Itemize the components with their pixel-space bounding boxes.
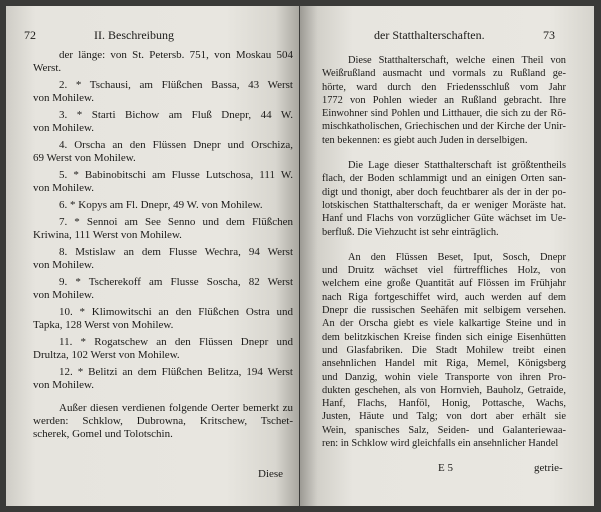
left-page [6,6,299,506]
text-line: 1772 von Pohlen wieder an Rußland gebracht. Ihre [322,94,566,106]
text-line: von Mohilew. [33,182,95,194]
text-line: von Mohilew. [33,289,95,301]
paragraph [33,246,293,272]
text-line: lotskischen Statthalterschaft, da er weniger Moräste hat. [322,199,566,211]
text-line: von Mohilew. [33,259,95,271]
text-line: Drultza, 102 Werst von Mohilew. [33,349,180,361]
text-line: Weißrußland ausmacht und vormals zu Rußland ge- [322,68,566,80]
text-line: und Glasfabriken. Die Stadt Mohilew treibt einen [322,344,566,356]
text-line: berfluß. Die Viehzucht ist sehr einträglich. [322,226,499,238]
text-line: ansehnlichen Handel mit Riga, Memel, Königsberg [322,358,566,370]
text-line: der länge: von St. Petersb. 751, von Moskau 504 [59,49,293,61]
text-line: 8. Mstislaw an dem Flusse Wechra, 94 Werst [59,246,293,258]
text-line: Wein, spanisches Salz, Seiden- und Galanteriewaa- [322,424,566,436]
text-line: ren: in Schklow wird gleichfalls ein ansehnlicher Handel [322,438,559,450]
paragraph [33,366,293,392]
text-line: flach, der Boden schlammigt und an einigen Orten san- [322,173,566,185]
paragraph [33,199,293,212]
text-line: 3. * Starti Bichow am Fluß Dnepr, 44 W. [59,109,293,121]
text-line: Die Lage dieser Statthalterschaft ist größtentheils [348,160,566,172]
text-line: Diese Statthalterschaft, welche einen Theil von [348,55,566,66]
running-head: der Statthalterschaften. [374,28,485,42]
text-line: und Danzig, wohin viele Transporte von ihren Pro- [322,371,566,383]
paragraph [33,402,293,441]
text-line: Einwohner sind Pohlen und Litthauer, die sich zu der Rö- [322,108,566,120]
text-line: von Mohilew. [33,379,95,391]
text-line: Hanf und Flachs von vorzüglicher Güte wächset im Ue- [322,213,566,225]
paragraph [33,216,293,242]
paragraph [33,336,293,362]
paragraph [33,49,293,75]
text-line: 7. * Sennoi am See Senno und dem Flüßchen [59,216,293,228]
text-line: 5. * Babinobitschi am Flusse Lutschosa, 111 W. [59,169,293,181]
text-line: 10. * Klimowitschi an den Flüßchen Ostra und [59,306,293,318]
text-line: 69 Werst von Mohilew. [33,152,136,164]
signature-mark: E 5 [438,462,453,474]
text-column [33,49,293,445]
text-line: 2. * Tschausi, am Flüßchen Bassa, 43 Werst [59,79,293,91]
text-line: Dnepr die russischen Seehäfen mit selbigem versehen. [322,305,566,317]
paragraph [322,159,566,239]
paragraph [33,306,293,332]
paragraph [33,169,293,195]
text-line: von Mohilew. [33,122,95,134]
text-line: 11. * Rogatschew an den Flüssen Dnepr und [59,336,293,348]
page-number: 72 [24,28,36,42]
text-line: dem belitzkischen Kreise finden sich einige Eisenhütten [322,331,566,343]
text-line: dukten geschehen, als von Hornvieh, Bauholz, Getraide, [322,384,566,396]
text-line: 6. * Kopys am Fl. Dnepr, 49 W. von Mohilew. [59,199,263,211]
page-number: 73 [543,28,555,42]
text-line: nach Riga fortgeschiffet wird, auch werden auf dem [322,291,566,303]
text-line: von Mohilew. [33,92,95,104]
running-head: II. Beschreibung [94,28,174,42]
paragraph [322,251,566,450]
text-line: Justen, Häute und Talg; von dort aber erhält sie [322,411,566,423]
text-line: Außer diesen verdienen folgende Oerter bemerkt zu [59,402,293,414]
paragraph [33,109,293,135]
text-line: digt und thonigt, aber doch feuchtbarer als der in der po- [322,186,566,198]
text-line: Hanf, Flachs, Hanföl, Honig, Pottasche, Wachs, [322,398,566,410]
text-line: welchem eine große Quantität auf Flössen im Frühjahr [322,278,566,290]
text-line: werden: Schklow, Dubrowna, Kritschew, Tschet- [33,415,293,427]
text-line: Werst. [33,62,62,74]
text-line: Kriwina, 111 Werst von Mohilew. [33,229,182,241]
text-line: 9. * Tscherekoff am Flusse Soscha, 82 Werst [59,276,293,288]
paragraph [33,139,293,165]
text-line: und Druitz wächset viel fürtreffliches Holz, von [322,265,566,277]
paragraph [33,276,293,302]
text-line: An der Orscha giebt es viele kalkartige Steine und in [322,318,566,330]
text-line: scherek, Gomel und Tolotschin. [33,428,173,440]
text-line: An den Flüssen Beset, Iput, Sosch, Dnepr [348,251,566,263]
text-line: ten bekennen: es giebt auch Juden in derselbigen. [322,134,528,146]
catchword: Diese [258,468,284,480]
text-column [322,54,566,450]
text-line: 12. * Belitzi an dem Flüßchen Belitza, 194 Werst [59,366,293,378]
text-line: hörte, ward durch den Friedensschluß vom Jahr [322,81,566,93]
paragraph [33,79,293,105]
right-page [300,6,594,506]
text-line: Tapka, 128 Werst von Mohilew. [33,319,174,331]
text-line: 4. Orscha an den Flüssen Dnepr und Orschiza, [59,139,293,151]
text-line: mischkatholischen, Griechischen und der Kirche der Unir- [322,121,566,133]
catchword: getrie- [534,462,563,474]
paragraph [322,54,566,147]
